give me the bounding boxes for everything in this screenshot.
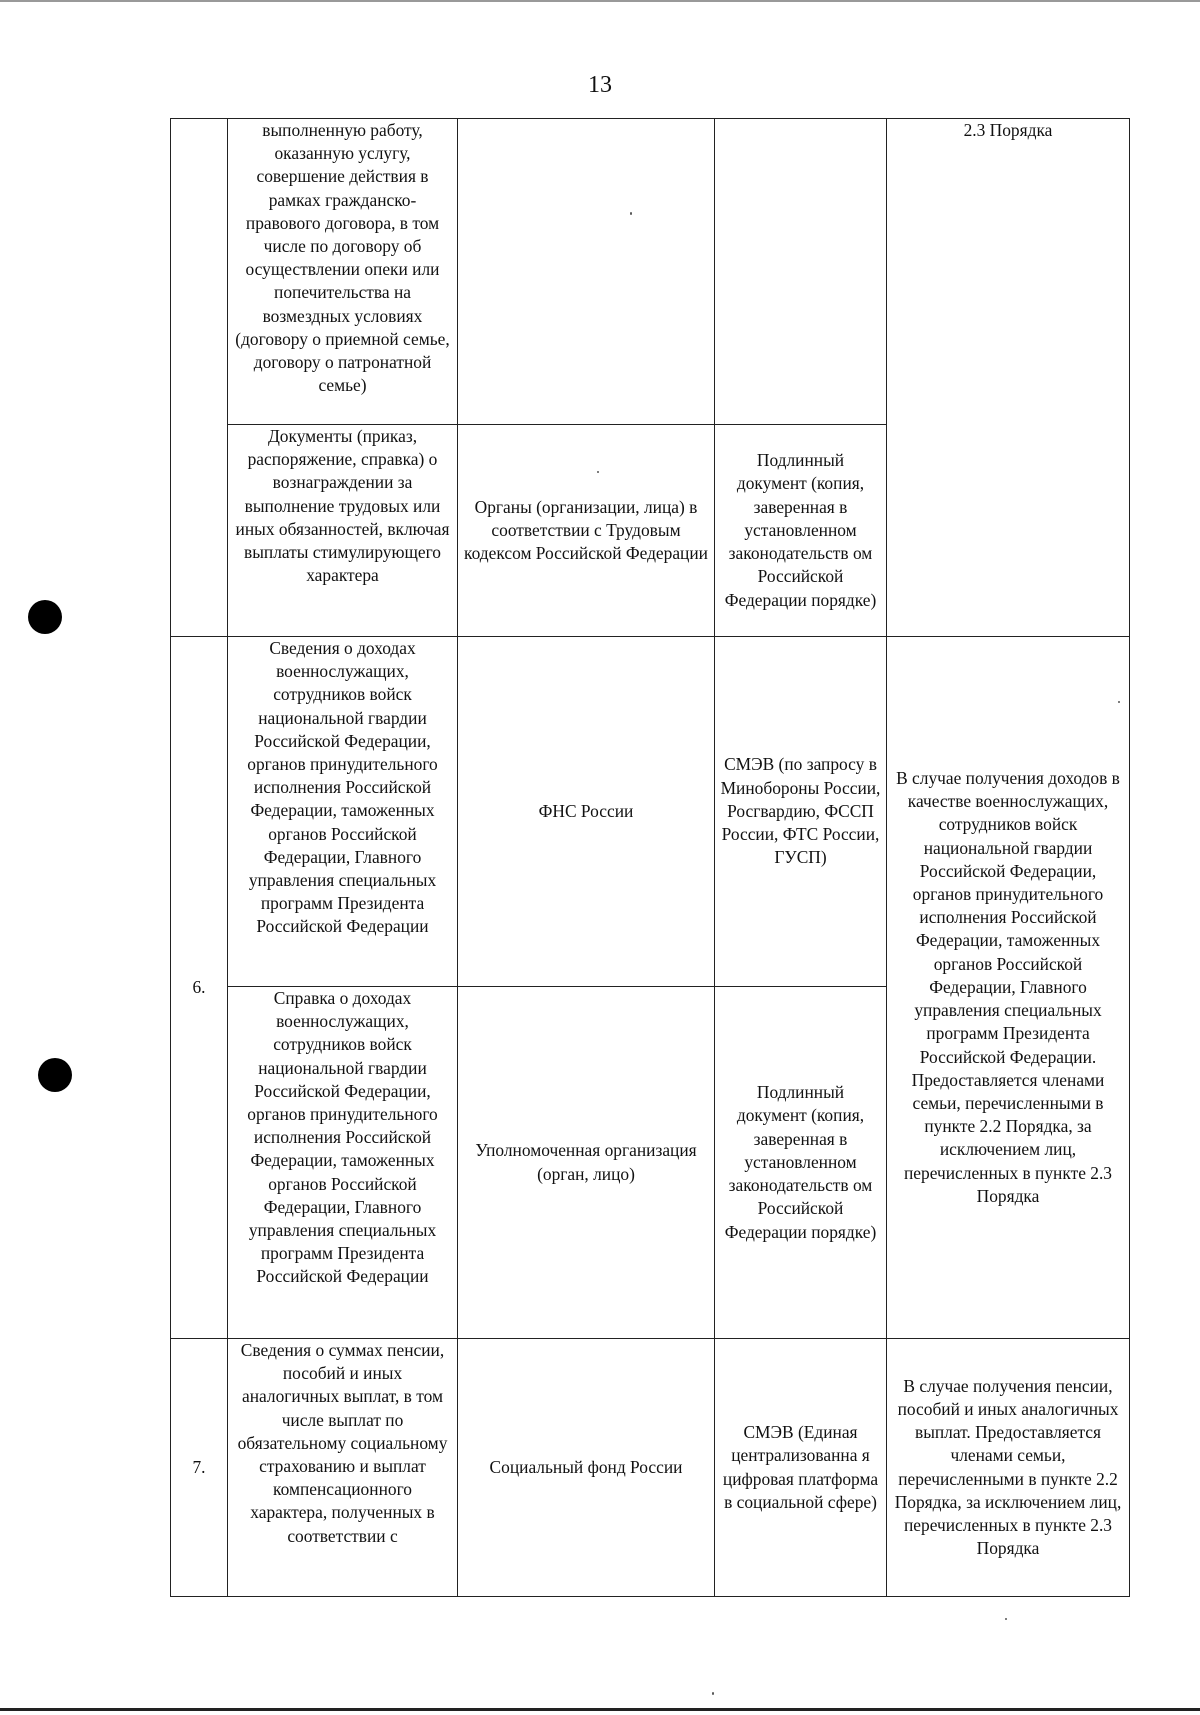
document-cell [228,637,458,987]
documents-table [170,118,1130,1597]
page-number: 13 [588,72,612,98]
document-cell [228,119,458,425]
document-note: В случае получения пенсии, пособий и иных аналогичных выплат. Предоставляется членами семьи, перечисленными в пункте 2.2 Порядка, за исключением лиц, перечисленных в пункте 2.3 Порядка [894,1375,1122,1559]
document-cell [228,1339,458,1597]
document-form: СМЭВ (Единая централизованна я цифровая платформа в социальной сфере) [722,1422,879,1512]
note-cell [887,637,1130,1339]
source-cell [458,1339,715,1597]
source-cell [458,425,715,637]
scan-speck [712,1692,714,1695]
note-cell [887,119,1130,637]
table-row [171,1339,1130,1597]
scan-bottom-edge [0,1708,1200,1711]
document-note: В случае получения доходов в качестве военнослужащих, сотрудников войск национальной гвардии Российской Федерации, органов принудительного исполнения Российской Федерации, таможенных органов Российской Федерации, Главного управления специальных программ Президента Российской Федерации. Предоставляется членами семьи, перечисленными в пункте 2.2 Порядка, за исключением лиц, перечисленных в пункте 2.3 Порядка [896,768,1120,1206]
source-cell [458,119,715,425]
document-name: Документы (приказ, распоряжение, справка) о вознаграждении за выполнение трудовых или иных обязанностей, включая выплаты стимулирующего характера [235,426,450,586]
row-number-cell [171,119,228,637]
document-cell [228,987,458,1339]
document-cell [228,425,458,637]
document-name: Справка о доходах военнослужащих, сотрудников войск национальной гвардии Российской Федерации, органов принудительного исполнения Российской Федерации, таможенных органов Российской Федерации, Главного управления специальных программ Президента Российской Федерации [247,988,438,1287]
document-name: Сведения о доходах военнослужащих, сотрудников войск национальной гвардии Российской Федерации, органов принудительного исполнения Российской Федерации, таможенных органов Российской Федерации, Главного управления специальных программ Президента Российской Федерации [247,638,438,937]
document-form: Подлинный документ (копия, заверенная в установленном законодательств ом Российской Федерации порядке) [724,1082,877,1242]
source-cell [458,987,715,1339]
row-number: 7. [192,1456,206,1477]
binder-hole-mark [28,600,62,634]
document-source: Органы (организации, лица) в соответствии с Трудовым кодексом Российской Федерации [464,496,708,564]
scan-speck [1005,1618,1007,1620]
document-source: Уполномоченная организация (орган, лицо) [475,1140,697,1184]
scan-top-edge [0,0,1200,2]
form-cell [715,637,887,987]
form-cell [715,987,887,1339]
table-row [171,637,1130,987]
document-form: Подлинный документ (копия, заверенная в установленном законодательств ом Российской Федерации порядке) [724,450,877,610]
row-number: 6. [192,976,206,997]
table-row [171,119,1130,425]
binder-hole-mark [38,1058,72,1092]
document-source: Социальный фонд России [489,1456,683,1477]
form-cell [715,425,887,637]
row-number-cell [171,1339,228,1597]
scan-speck [630,212,632,215]
scan-speck [1118,701,1120,703]
document-name: Сведения о суммах пенсии, пособий и иных аналогичных выплат, в том числе выплат по обязательному социальному страхованию и выплат компенсационного характера, полученных в соответствии с [237,1340,448,1546]
document-source: ФНС России [538,800,634,821]
document-form: СМЭВ (по запросу в Минобороны России, Росгвардию, ФССП России, ФТС России, ГУСП) [720,754,881,868]
source-cell [458,637,715,987]
row-number-cell [171,637,228,1339]
form-cell [715,1339,887,1597]
form-cell [715,119,887,425]
note-cell [887,1339,1130,1597]
document-name: выполненную работу, оказанную услугу, совершение действия в рамках гражданско-правового договора, в том числе по договору об осуществлении опеки или попечительства на возмездных условиях (договору о приемной семье, договору о патронатной семье) [235,120,450,396]
scan-speck [597,471,599,473]
document-note: 2.3 Порядка [963,120,1053,140]
